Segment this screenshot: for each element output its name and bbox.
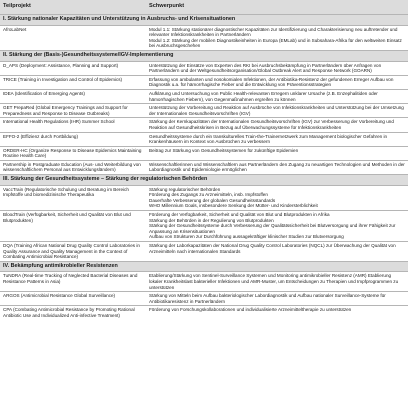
section-title: III. Stärkung der Gesundheitssysteme – Stärkung der regulatorischen Behörden bbox=[0, 175, 408, 186]
schwerpunkt-cell: Wissenschaftlerinnen und Wissenschaftlern aus Partnerländern den Zugang zu neuartigen Technologien und Methoden in der Labordiagnostik und Epidemiologie ermöglichen bbox=[146, 160, 408, 174]
header-schwerpunkt: Schwerpunkt bbox=[146, 0, 408, 15]
schwerpunkt-cell: Etablierung/Stärkung von Sentinel-Surveillance Systemen und Monitoring antimikrobieller Resistenz (AMR) Etablierung lokaler Krankheitslast bakterieller Infektionen und AMR-Muster, um Entscheidungen zu Therapien und Impfprogrammen zu unterstützen bbox=[146, 272, 408, 292]
teilprojekt-cell: IDEA (Identification of Emerging Agents) bbox=[0, 89, 146, 103]
teilprojekt-cell: D_APS (Deployment: Assistance, Planning and Support) bbox=[0, 61, 146, 75]
table-row bbox=[0, 242, 408, 262]
teilprojekt-cell: AfroLabNet bbox=[0, 25, 146, 50]
schwerpunkt-cell: Stärkung der Laborkapazitäten der National Drug Quality Control Laboratories (NQCL) zur Überwachung der Qualität von Arzneimitteln nach internationalen Standards bbox=[146, 242, 408, 262]
schwerpunkt-cell: Unterstützung der Einsätze von Experten des RKI bei Ausbruchsbekämpfung in Partnerländern über Anfragen von Partnerländern und der Weltgesundheitsorganisation/Global Outbreak Alert and Response Network (GOARN) bbox=[146, 61, 408, 75]
table-row bbox=[0, 61, 408, 75]
schwerpunkt-cell: Stärkung regulatorischer Behörden Förderung des Zugangs zu Arzneimitteln, insb. Impfstoffen Dauerhafte Verbesserung der globalen Gesundheitsstandards WHO Millennium Goals, insbesondere Senkung der Mütter- und Kindersterblichkeit bbox=[146, 185, 408, 210]
table-row bbox=[0, 292, 408, 306]
table-row bbox=[0, 89, 408, 103]
schwerpunkt-cell: Stärkung der Kernkapazitäten der Internationalen Gesundheitsvorschriften (IGV) zur Verbesserung der Vorbereitung und Reaktion auf Gesundheitskrisen in Bezug auf Überwachungssysteme für Infektionskrankheiten bbox=[146, 118, 408, 132]
section-header-row bbox=[0, 261, 408, 272]
table-row bbox=[0, 25, 408, 50]
teilprojekt-cell: ARGOS (Antimicrobial Resistance Global Surveillance) bbox=[0, 292, 146, 306]
schwerpunkt-cell: Förderung der Verfügbarkeit, Sicherheit und Qualität von Blut und Blutprodukten in Afrika Stärkung der Behörden in der Regulierung von Blutprodukten Stärkung der Gesundheitssysteme durch Verbesserung der Qualitätssicherheit bei Blutversorgung und ihrer Fähigkeit zur Anpassung an Krisensituationen Aufbau von Strukturen zur Durchführung aussagekräftiger klinischer Studien zur Blutversorgung bbox=[146, 211, 408, 242]
table-row bbox=[0, 118, 408, 132]
section-title: II. Stärkung der (Basis-)Gesundheitssysteme/IGV-Implementierung bbox=[0, 50, 408, 61]
schwerpunkt-cell: Stärkung von Mitteln beim Aufbau bakteriologischer Labordiagnostik und Aufbau nationaler Surveillance-Systeme für Antibiotikaresistenz in Partnerländern bbox=[146, 292, 408, 306]
teilprojekt-cell: TuNDRA (Real-time Tracking of Neglected Bacterial Diseases and Resistance Patterns in Asia) bbox=[0, 272, 146, 292]
teilprojekt-cell: VaccTrain (Regulatorische Schulung und Beratung im Bereich Impfstoffe und biomedizinische Therapeutika bbox=[0, 185, 146, 210]
schwerpunkt-cell: Modul 1.1: Stärkung stationärer diagnostischer Kapazitäten zur Identifizierung und Charakterisierung neu auftretender und relevanter Infektionskrankheiten in Partnerländern Modul 1.2: Stärkung der mobilen Diagnostikeinheiten in Europa (EMLab) und in Subsahara-Afrika für den weltweiten Einsatz bei Ausbruchsgeschehen bbox=[146, 25, 408, 50]
table-row bbox=[0, 306, 408, 320]
section-title: I. Stärkung nationaler Kapazitäten und Unterstützung in Ausbruchs- und Krisensituationen bbox=[0, 15, 408, 26]
teilprojekt-cell: BloodTrain (Verfügbarkeit, Sicherheit und Qualität von Blut und Blutprodukten) bbox=[0, 211, 146, 242]
teilprojekt-cell: EFFO-2 (Effizienz durch Fortbildung) bbox=[0, 132, 146, 146]
teilprojekt-cell: Partnership in Postgraduate Education (Aus- und Weiterbildung von wissenschaftlichem Personal aus Entwicklungsländern) bbox=[0, 160, 146, 174]
section-title: IV. Bekämpfung antimikrobieller Resistenzen bbox=[0, 261, 408, 272]
table-row bbox=[0, 75, 408, 89]
teilprojekt-cell: CPA (Combating Antimicrobial Resistance by Promoting Rational Antibiotic Use and Individualized Anti-infective Treatment) bbox=[0, 306, 146, 320]
teilprojekt-cell: ORDER-HC (Organize Response to Disease Epidemics Maintaining Routine Health Care) bbox=[0, 146, 146, 160]
schwerpunkt-cell: Erfassung von ambulanten und nosokomialen Infektionen, der Antibiotika-Resistenz der gefundenen Erreger Aufbau von Diagnostik u.a. für hämorrhagische Fieber und die Entwicklung von Präventionsstrategien bbox=[146, 75, 408, 89]
table-row bbox=[0, 132, 408, 146]
schwerpunkt-cell: Aufklärung und Untersuchung von Public Health-relevanten Erregern unklarer Ursache (z.B. Enzephalitiden oder hämorrhagischen Fiebern), von Gegenmaßnahmen ergreifen zu können bbox=[146, 89, 408, 103]
teilprojekt-cell: DQA (Training African National Drug Quality Control Laboratories in Quality Assurance and Quality Management in the Context of Combating Antimicrobial Resistance) bbox=[0, 242, 146, 262]
teilprojekt-cell: International Health Regulations (IHR) Summer School bbox=[0, 118, 146, 132]
teilprojekt-cell: GET PrepaRed (Global Emergency Trainings and Support for Preparedness and Response to Disease Outbreaks) bbox=[0, 104, 146, 118]
table-header-row bbox=[0, 0, 408, 15]
schwerpunkt-cell: Gesundheitssysteme durch ein transkulturelles Train-the-Trainernetzwerk zum Management biologischer Gefahren in Krankenhäusern im Kontext von Ausbrüchen zu verbessern bbox=[146, 132, 408, 146]
table-row bbox=[0, 160, 408, 174]
schwerpunkt-cell: Unterstützung der Vorbereitung und Reaktion auf Ausbrüche von Infektionskrankheiten und Unterstützung bei der Umsetzung der Internationalen Gesundheitsvorschriften (IGV) bbox=[146, 104, 408, 118]
table-row bbox=[0, 211, 408, 242]
table-row bbox=[0, 272, 408, 292]
schwerpunkt-cell: Förderung von Forschungskollaborationen und individualisierte Arzneimitteltherapie zu unterstützen bbox=[146, 306, 408, 320]
schwerpunkt-cell: Beitrag zur Stärkung von Gesundheitssystemen für zukünftige Epidemien bbox=[146, 146, 408, 160]
section-header-row bbox=[0, 15, 408, 26]
section-header-row bbox=[0, 175, 408, 186]
table-body bbox=[0, 15, 408, 320]
table-row bbox=[0, 185, 408, 210]
header-teilprojekt: Teilprojekt bbox=[0, 0, 146, 15]
table-row bbox=[0, 146, 408, 160]
section-header-row bbox=[0, 50, 408, 61]
table-row bbox=[0, 104, 408, 118]
teilprojekt-cell: TRICE (Training in Investigation and Control of Epidemics) bbox=[0, 75, 146, 89]
